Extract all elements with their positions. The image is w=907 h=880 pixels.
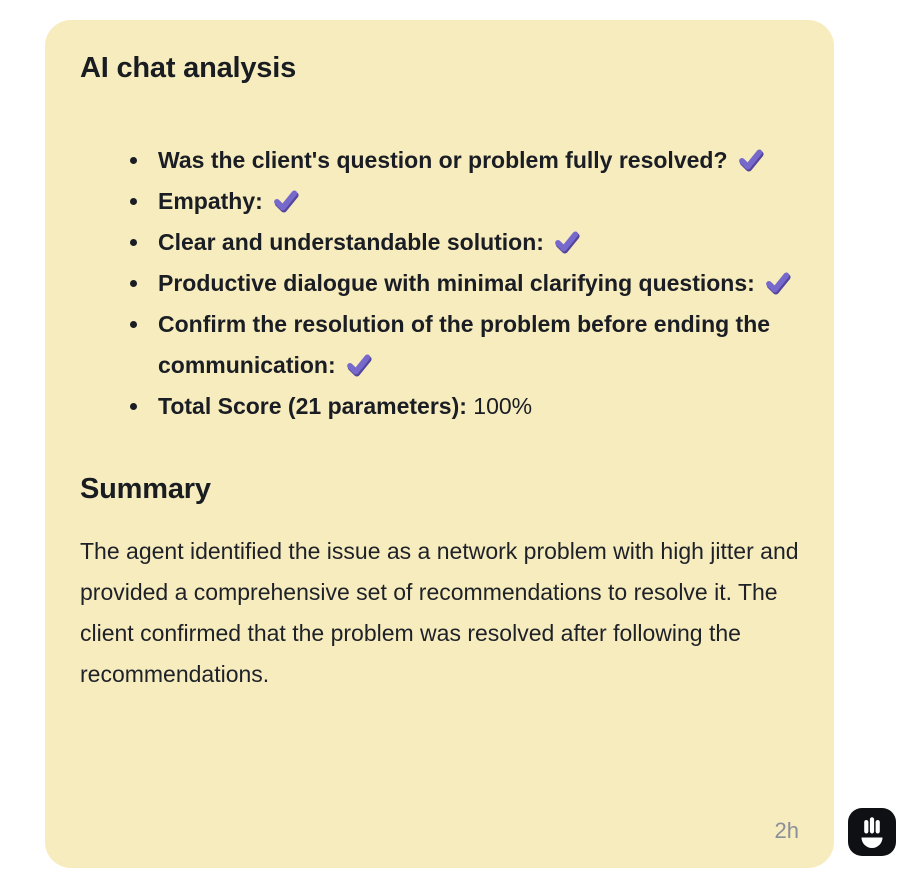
checklist-item-label: Empathy: (158, 188, 263, 214)
summary-text: The agent identified the issue as a network problem with high jitter and provided a comprehensive set of recommendations to resolve it. The client confirmed that the problem was resolved after following the recommendations. (80, 538, 799, 687)
bot-avatar[interactable] (848, 808, 896, 856)
check-icon (270, 188, 300, 213)
checklist-item-label: Clear and understandable solution: (158, 229, 544, 255)
checklist-item-label: Confirm the resolution of the problem before ending the communication: (158, 311, 771, 378)
summary-heading: Summary (80, 473, 211, 505)
checklist-item (158, 263, 799, 304)
checklist-item-label: Was the client's question or problem fully resolved? (158, 147, 728, 173)
total-score-value: 100% (473, 393, 533, 419)
checklist-item-label: Productive dialogue with minimal clarifying questions: (158, 270, 755, 296)
check-icon (551, 229, 581, 254)
analysis-checklist (80, 140, 799, 427)
checklist-item (158, 304, 799, 386)
check-icon (762, 270, 792, 295)
check-icon (735, 147, 765, 172)
checklist-item (158, 222, 799, 263)
card-title: AI chat analysis (80, 52, 297, 84)
check-icon (343, 352, 373, 377)
message-timestamp: 2h (774, 818, 799, 843)
total-score-label: Total Score (21 parameters): (158, 393, 467, 419)
checklist-item (158, 140, 799, 181)
checklist-item (158, 181, 799, 222)
ai-chat-analysis-card (45, 20, 834, 868)
checklist-item-total-score (158, 386, 799, 427)
bot-face-icon (848, 808, 896, 856)
